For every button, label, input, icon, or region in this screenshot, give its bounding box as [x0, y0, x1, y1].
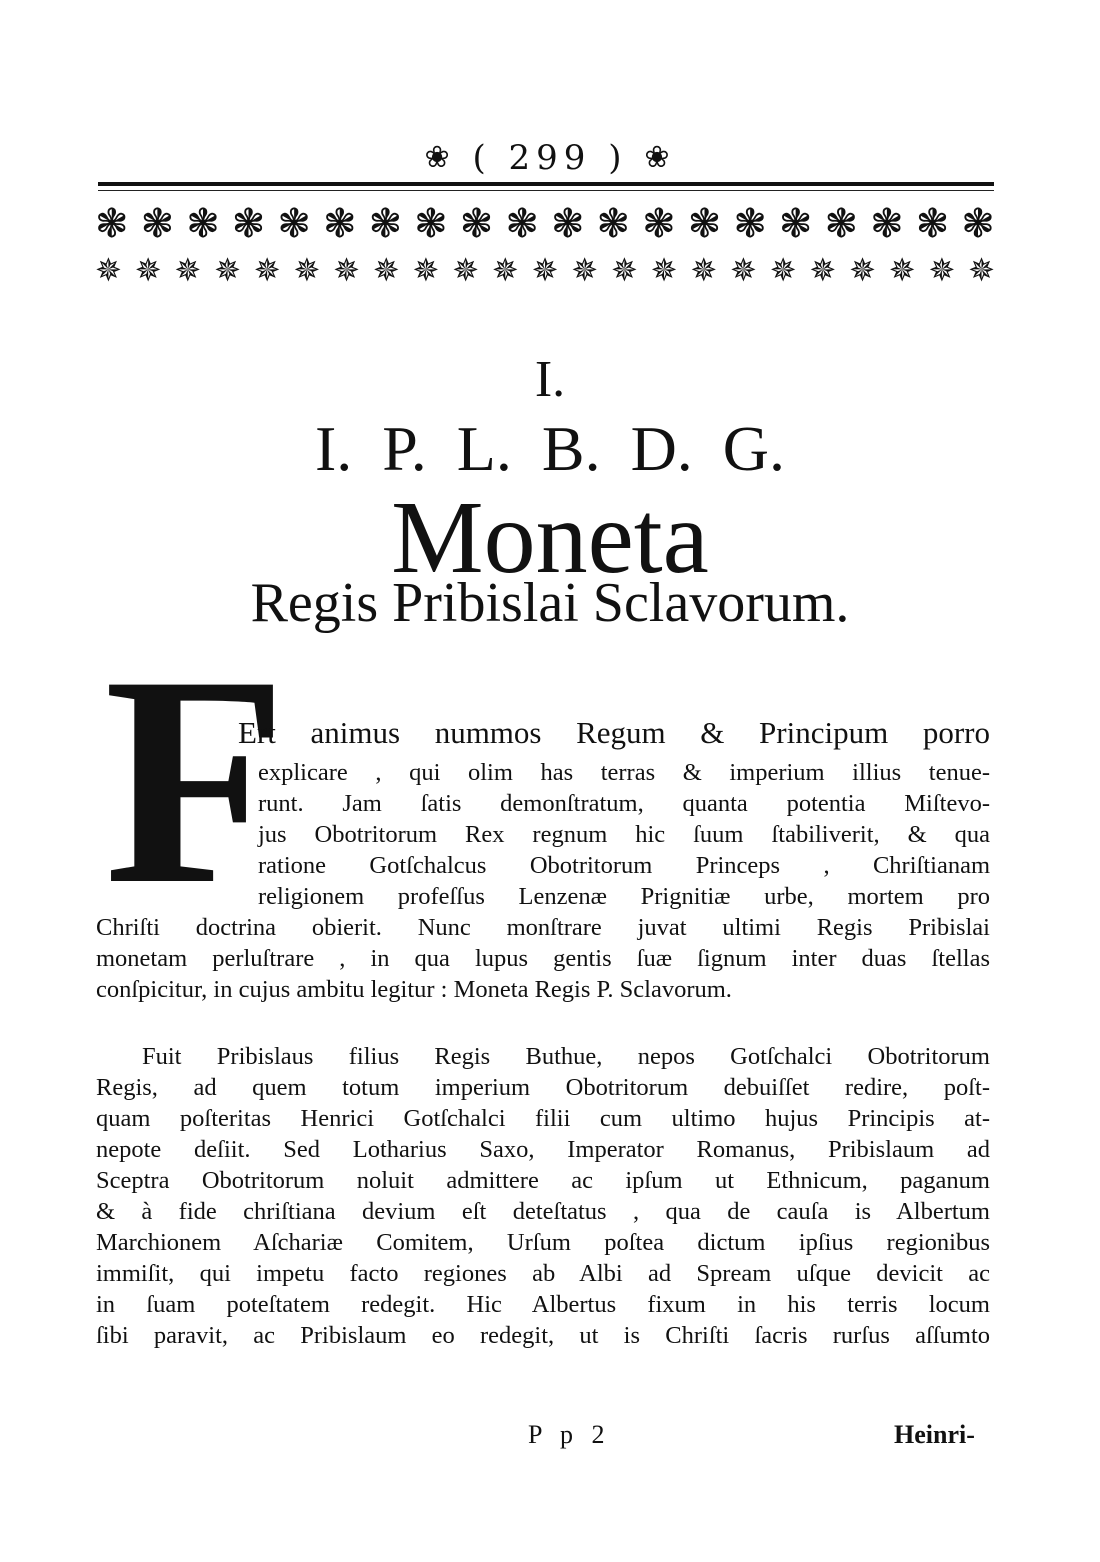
fleuron-icon: ✵ — [968, 252, 995, 288]
fleuron-icon: ❃ — [505, 201, 539, 247]
text-line: quam poſteritas Henrici Gotſchalci filii cum ultimo hujus Principis at- — [96, 1105, 990, 1132]
header-rule — [98, 182, 994, 186]
running-head — [0, 138, 1100, 178]
text-line: Fuit Pribislaus filius Regis Buthue, nepos Gotſchalci Obotritorum — [142, 1043, 990, 1070]
text-line: runt. Jam ſatis demonſtratum, quanta potentia Miſtevo- — [258, 790, 990, 817]
fleuron-icon: ✵ — [650, 252, 678, 288]
fleuron-icon: ✵ — [888, 252, 916, 288]
fleuron-icon: ✵ — [809, 252, 837, 288]
text-line: in ſuam poteſtatem redegit. Hic Albertus fixum in his terris locum — [96, 1291, 990, 1318]
fleuron-icon: ✵ — [452, 252, 479, 288]
fleuron-icon: ✵ — [571, 252, 599, 288]
fleuron-icon: ✵ — [293, 252, 321, 288]
text-line: ratione Gotſchalcus Obotritorum Princeps , Chriſtianam — [258, 852, 990, 879]
ornament-band-upper — [95, 200, 995, 248]
fleuron-icon: ❃ — [368, 201, 403, 247]
fleuron-icon: ✵ — [849, 252, 876, 288]
fleuron-icon: ✵ — [531, 252, 559, 288]
text-line: conſpicitur, in cujus ambitu legitur : Moneta Regis P. Sclavorum. — [96, 976, 732, 1003]
coin-inscription: I. P. L. B. D. G. — [314, 413, 786, 484]
fleuron-icon: ❃ — [322, 201, 357, 247]
fleuron-icon: ❃ — [642, 201, 676, 247]
fleuron-icon: ✵ — [730, 252, 757, 288]
fleuron-icon: ❃ — [915, 201, 950, 247]
fleuron-icon: ✵ — [372, 252, 400, 288]
text-line: Sceptra Obotritorum noluit admittere ac ipſum ut Ethnicum, paganum — [96, 1167, 990, 1194]
fleuron-icon: ❃ — [596, 201, 631, 247]
fleuron-icon: ❃ — [414, 201, 448, 247]
fleuron-icon: ✵ — [253, 252, 281, 288]
fleuron-icon: ❃ — [186, 201, 220, 247]
fleuron-icon: ❃ — [778, 201, 813, 247]
fleuron-icon: ✵ — [491, 252, 519, 288]
fleuron-icon: ❃ — [277, 201, 311, 247]
text-line: Marchionem Aſchariæ Comitem, Urſum poſtea dictum ipſius regionibus — [96, 1229, 990, 1256]
section-number: I. — [534, 351, 566, 408]
fleuron-icon: ❃ — [140, 201, 175, 247]
fleuron-icon: ✵ — [928, 252, 956, 288]
text-line: nepote deſiit. Sed Lotharius Saxo, Imperator Romanus, Pribislaum ad — [96, 1136, 990, 1163]
fleuron-icon: ✵ — [134, 252, 162, 288]
page-title: Moneta — [391, 480, 709, 595]
fleuron-icon: ❃ — [961, 201, 995, 247]
fleuron-icon: ❃ — [231, 201, 266, 247]
fleuron-icon: ❃ — [95, 201, 129, 247]
fleuron-icon: ✵ — [214, 252, 241, 288]
text-line: monetam perluſtrare , in qua lupus gentis ſuæ ſignum inter duas ſtellas — [96, 945, 990, 972]
text-line: Regis, ad quem totum imperium Obotritorum debuiſſet redire, poſt- — [96, 1074, 990, 1101]
fleuron-icon: ✵ — [769, 252, 797, 288]
fleuron-icon: ✵ — [333, 252, 360, 288]
text-line: immiſit, qui impetu facto regiones ab Albi ad Spream uſque devicit ac — [96, 1260, 990, 1287]
drop-cap: F — [104, 614, 288, 946]
text-line: religionem profeſſus Lenzenæ Prignitiæ urbe, mortem pro — [258, 883, 990, 910]
fleuron-icon: ❃ — [550, 201, 585, 247]
ornament-band-lower — [95, 252, 995, 288]
text-line: Chriſti doctrina obierit. Nunc monſtrare juvat ultimi Regis Pribislai — [96, 914, 990, 941]
catchword: Heinri- — [894, 1420, 975, 1449]
page-subtitle: Regis Pribislai Sclavorum. — [250, 572, 850, 634]
fleuron-icon: ✵ — [95, 252, 122, 288]
page-number: ( 299 ) — [472, 138, 628, 178]
header-rule-thin — [98, 190, 994, 191]
fleuron-icon: ✵ — [174, 252, 202, 288]
fleuron-icon: ❃ — [824, 201, 859, 247]
fleuron-icon: ✵ — [610, 252, 638, 288]
fleuron-icon: ✵ — [412, 252, 440, 288]
signature-mark: P p 2 — [528, 1420, 611, 1449]
text-line: & à fide chriſtiana devium eſt deteſtatus , qua de cauſa is Albertum — [96, 1198, 990, 1225]
fleuron-icon: ❃ — [870, 201, 904, 247]
ornament-icon: ❀ — [424, 140, 456, 175]
ornament-icon: ❀ — [644, 140, 676, 175]
fleuron-icon: ❃ — [733, 201, 767, 247]
text-line: Ert animus nummos Regum & Principum porro — [238, 715, 990, 750]
text-line: explicare , qui olim has terras & imperium illius tenue- — [258, 759, 990, 786]
text-line: jus Obotritorum Rex regnum hic ſuum ſtabiliverit, & qua — [258, 821, 990, 848]
fleuron-icon: ❃ — [687, 201, 722, 247]
text-line: ſibi paravit, ac Pribislaum eo redegit, ut is Chriſti ſacris rurſus aſſumto — [96, 1322, 990, 1349]
fleuron-icon: ✵ — [690, 252, 718, 288]
fleuron-icon: ❃ — [459, 201, 494, 247]
